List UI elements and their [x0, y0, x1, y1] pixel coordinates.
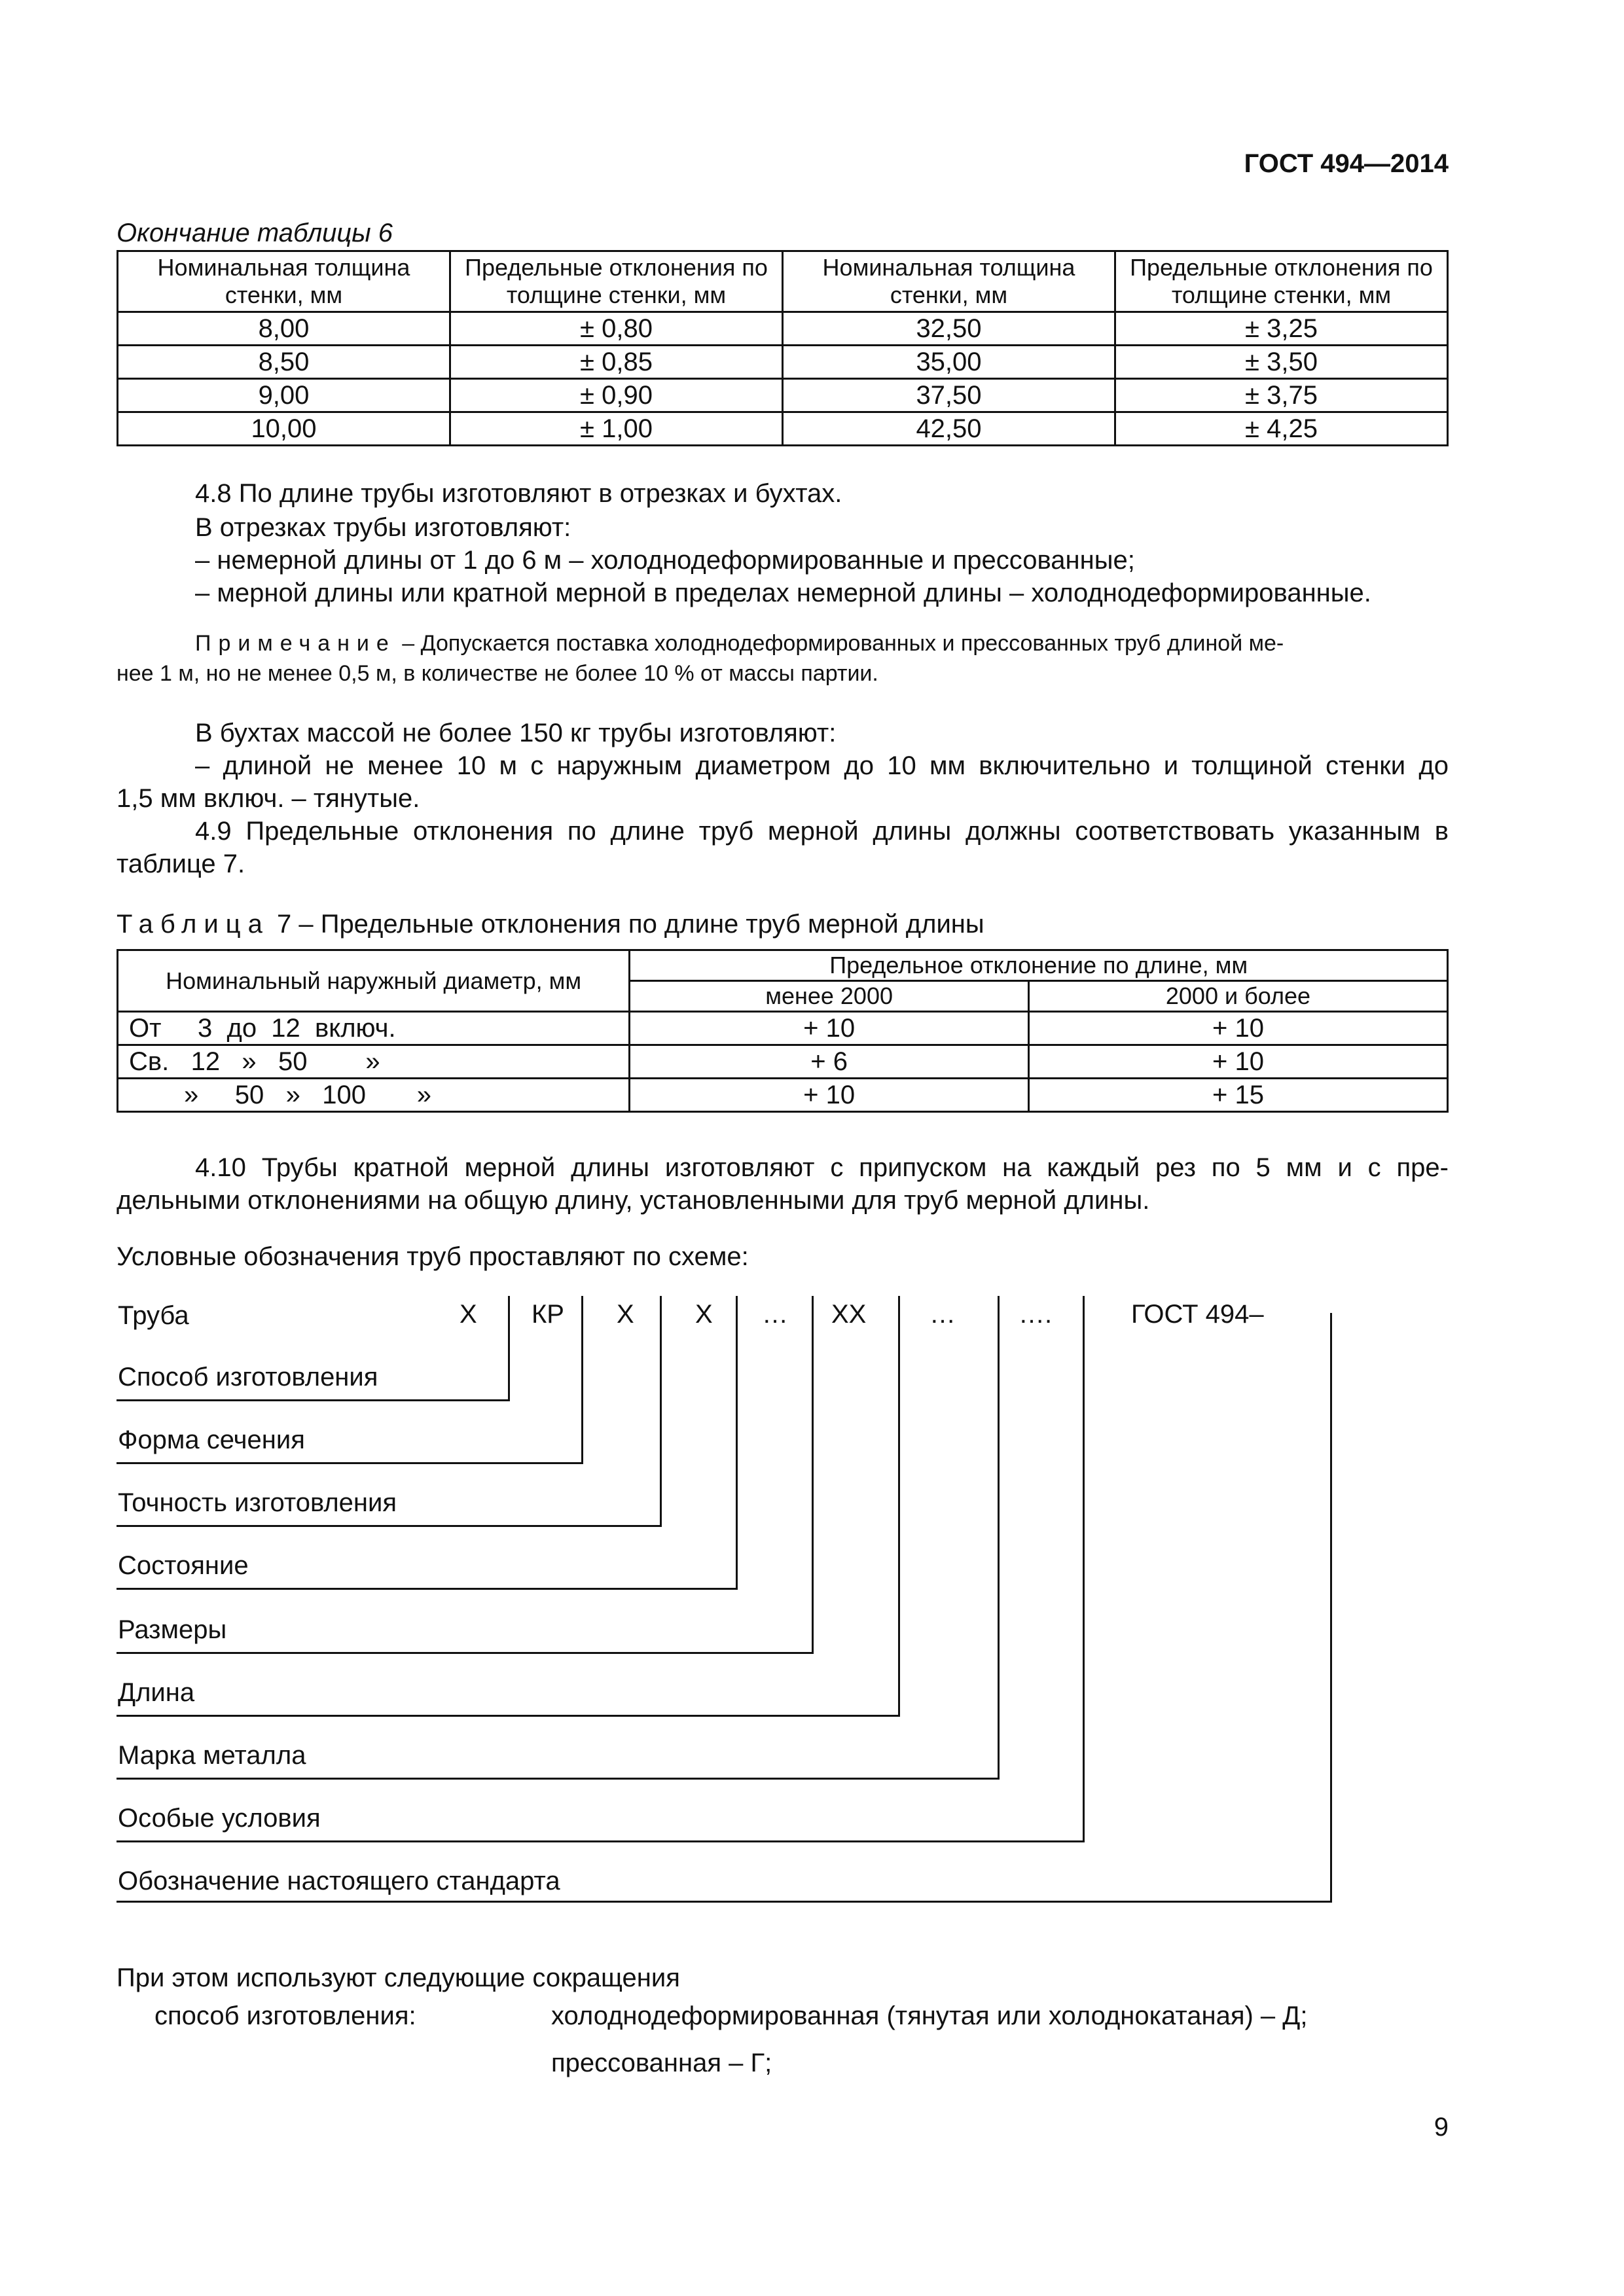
scheme-underline	[117, 1901, 1332, 1903]
scheme-connector	[812, 1296, 814, 1653]
table7	[117, 949, 1449, 1113]
scheme-intro: Условные обозначения труб проставляют по схеме:	[117, 1242, 749, 1271]
table-cell: » 50 » 100 »	[118, 1079, 630, 1112]
abbreviation-definition: прессованная – Г;	[551, 2049, 772, 2077]
table-row	[118, 379, 1448, 412]
table7-caption-label: Таблица	[117, 910, 270, 939]
paragraph: В бухтах массой не более 150 кг трубы изготовляют:	[195, 719, 837, 747]
table6-header-row	[118, 251, 1448, 312]
note-label: Примечание	[195, 631, 396, 656]
scheme-underline	[117, 1778, 1000, 1780]
table7-header-cell: 2000 и более	[1028, 981, 1447, 1012]
scheme-connector	[1083, 1296, 1085, 1842]
table-row	[118, 312, 1448, 346]
scheme-underline	[117, 1715, 900, 1717]
scheme-label-sizes: Размеры	[118, 1615, 227, 1644]
scheme-underline	[117, 1399, 510, 1401]
table-cell: 32,50	[783, 312, 1115, 346]
table6	[117, 250, 1449, 446]
scheme-symbol: XX	[831, 1300, 867, 1329]
scheme-symbol: X	[617, 1300, 634, 1329]
scheme-connector	[998, 1296, 1000, 1779]
list-item-continued: 1,5 мм включ. – тянутые.	[117, 784, 420, 813]
table-cell: 8,50	[118, 346, 450, 379]
abbreviations-intro: При этом используют следующие сокращения	[117, 1964, 680, 1992]
scheme-symbol: ….	[1019, 1300, 1053, 1329]
scheme-underline	[117, 1652, 814, 1654]
scheme-symbol: …	[929, 1300, 956, 1329]
scheme-connector	[660, 1296, 662, 1526]
table6-header-cell: Предельные отклонения по толщине стенки, мм	[1115, 251, 1448, 312]
scheme-connector	[1330, 1313, 1332, 1902]
list-item: – длиной не менее 10 м с наружным диаметром до 10 мм включительно и толщиной стенки до	[195, 751, 1449, 780]
table-cell: 37,50	[783, 379, 1115, 412]
table7-header-cell: менее 2000	[630, 981, 1029, 1012]
table-cell: ± 1,00	[450, 412, 783, 446]
table-cell: 9,00	[118, 379, 450, 412]
table-cell: От 3 до 12 включ.	[118, 1012, 630, 1045]
table7-header-group: Предельное отклонение по длине, мм	[630, 950, 1448, 981]
scheme-connector	[898, 1296, 900, 1716]
table6-header-cell: Номинальная толщина стенки, мм	[783, 251, 1115, 312]
scheme-underline	[117, 1588, 738, 1590]
table7-header-cell: Номинальный наружный диаметр, мм	[118, 950, 630, 1012]
standard-header: ГОСТ 494—2014	[1244, 149, 1449, 178]
table-cell: ± 0,90	[450, 379, 783, 412]
table-cell: + 10	[630, 1079, 1029, 1112]
table-row	[118, 1079, 1448, 1112]
table-cell: Св. 12 » 50 »	[118, 1045, 630, 1079]
scheme-standard: ГОСТ 494–	[1131, 1300, 1264, 1329]
paragraph-4-8: 4.8 По длине трубы изготовляют в отрезках и бухтах.	[195, 479, 842, 508]
scheme-connector	[508, 1296, 510, 1401]
table-cell: 10,00	[118, 412, 450, 446]
scheme-connector	[736, 1296, 738, 1589]
table6-header-cell: Номинальная толщина стенки, мм	[118, 251, 450, 312]
note	[195, 628, 1449, 658]
scheme-label-accuracy: Точность изготовления	[118, 1488, 397, 1517]
table-cell: 35,00	[783, 346, 1115, 379]
scheme-label-condition: Состояние	[118, 1551, 249, 1580]
scheme-label-standard-designation: Обозначение настоящего стандарта	[118, 1867, 560, 1895]
scheme-title: Труба	[118, 1301, 189, 1330]
list-item: – мерной длины или кратной мерной в пределах немерной длины – холоднодеформированные.	[195, 579, 1371, 607]
table7-caption-text: 7 – Предельные отклонения по длине труб мерной длины	[276, 910, 984, 939]
table-cell: + 10	[1028, 1012, 1447, 1045]
table-row	[118, 412, 1448, 446]
table-cell: 8,00	[118, 312, 450, 346]
table7-caption	[117, 907, 984, 941]
scheme-label-manufacturing-method: Способ изготовления	[118, 1363, 378, 1391]
table-cell: ± 3,50	[1115, 346, 1448, 379]
scheme-symbol: КР	[532, 1300, 564, 1329]
list-item: – немерной длины от 1 до 6 м – холоднодеформированные и прессованные;	[195, 546, 1135, 575]
scheme-connector	[581, 1296, 583, 1463]
table-cell: + 10	[630, 1012, 1029, 1045]
table-row	[118, 1012, 1448, 1045]
table6-caption: Окончание таблицы 6	[117, 219, 393, 247]
table-cell: + 10	[1028, 1045, 1447, 1079]
table-cell: ± 0,85	[450, 346, 783, 379]
scheme-underline	[117, 1525, 662, 1527]
scheme-symbol: X	[460, 1300, 477, 1329]
table-row	[118, 1045, 1448, 1079]
paragraph-continued: дельными отклонениями на общую длину, установленными для труб мерной длины.	[117, 1186, 1150, 1215]
scheme-label-metal-grade: Марка металла	[118, 1741, 306, 1770]
table-cell: + 15	[1028, 1079, 1447, 1112]
note-text: – Допускается поставка холоднодеформированных и прессованных труб длиной ме-	[402, 631, 1284, 656]
table-cell: ± 3,25	[1115, 312, 1448, 346]
note-text-continued: нее 1 м, но не менее 0,5 м, в количестве не более 10 % от массы партии.	[117, 661, 878, 686]
scheme-label-length: Длина	[118, 1678, 195, 1707]
table7-header-row	[118, 950, 1448, 981]
abbreviation-term: способ изготовления:	[154, 2001, 416, 2030]
scheme-symbol: …	[762, 1300, 788, 1329]
scheme-label-cross-section: Форма сечения	[118, 1426, 305, 1454]
table6-header-cell: Предельные отклонения по толщине стенки, мм	[450, 251, 783, 312]
table-cell: 42,50	[783, 412, 1115, 446]
table-cell: ± 4,25	[1115, 412, 1448, 446]
paragraph-4-9: 4.9 Предельные отклонения по длине труб мерной длины должны соответствовать указанным в	[195, 817, 1449, 846]
paragraph-4-10: 4.10 Трубы кратной мерной длины изготовляют с припуском на каждый рез по 5 мм и с пре-	[195, 1153, 1449, 1182]
paragraph: В отрезках трубы изготовляют:	[195, 513, 571, 542]
scheme-underline	[117, 1840, 1085, 1842]
abbreviation-definition: холоднодеформированная (тянутая или холоднокатаная) – Д;	[551, 2001, 1308, 2030]
page-number: 9	[1434, 2113, 1449, 2142]
scheme-underline	[117, 1462, 583, 1464]
scheme-label-special-conditions: Особые условия	[118, 1804, 321, 1833]
table-cell: ± 0,80	[450, 312, 783, 346]
paragraph-continued: таблице 7.	[117, 850, 245, 878]
scheme-symbol: X	[695, 1300, 713, 1329]
table-row	[118, 346, 1448, 379]
table-cell: ± 3,75	[1115, 379, 1448, 412]
table-cell: + 6	[630, 1045, 1029, 1079]
